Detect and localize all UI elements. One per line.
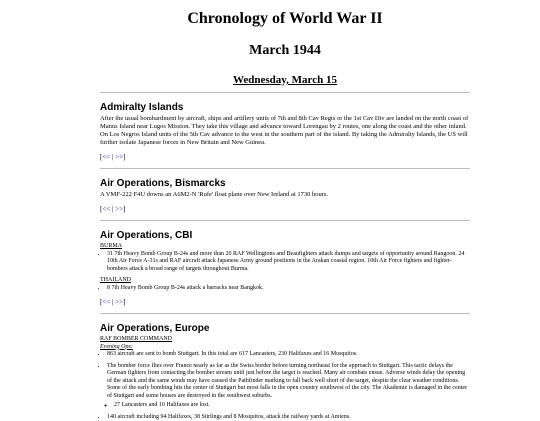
nav-links: [<< | >>]: [100, 153, 470, 162]
nav-separator: |: [112, 153, 113, 161]
section-heading-bismarcks: Air Operations, Bismarcks: [100, 178, 470, 190]
list-item: • 8 7th Heavy Bomb Group B-24s attack a barracks near Bangkok.: [107, 285, 470, 293]
page-content: [100, 0, 470, 421]
list-burma: [100, 251, 470, 274]
section-heading-admiralty: Admiralty Islands: [100, 102, 470, 114]
next-link[interactable]: >>: [115, 298, 123, 306]
list-europe-cont: [100, 414, 470, 421]
prev-link[interactable]: <<: [102, 298, 110, 306]
sublist-losses: [100, 402, 470, 410]
section-heading-cbi: Air Operations, CBI: [100, 230, 470, 242]
divider: [100, 168, 470, 169]
list-item: • The bomber force flies over France nearly as far as the Swiss border before turning northeast for the approach to Stuttgart. This tactic delays the German fighters from contacting the bomber stream until just before the target is reached. Many air combats ensue. Adverse winds delay the opening of the attack and the same winds may have caused the Pathfinder marking to fall back well short of the target, despite the clear weather conditions. Some of the early bombing hits the center of Stuttgart but most falls in the open country southwest of the city. The Akademie is damaged in the center of Stuttgart and some houses are destroyed in the southwest suburbs.: [107, 363, 470, 401]
page-subtitle: March 1944: [100, 43, 470, 59]
nav-separator: |: [112, 205, 113, 213]
nav-links: [<< | >>]: [100, 298, 470, 307]
next-link[interactable]: >>: [115, 205, 123, 213]
divider: [100, 313, 470, 314]
divider: [100, 220, 470, 221]
list-item: • 140 aircraft including 94 Halifaxes, 38 Stirlings and 8 Mosquitos, attack the railway yards at Amiens.: [107, 414, 470, 421]
subheading-raf-bomber-command: RAF BOMBER COMMAND: [100, 336, 470, 344]
list-item: • 31 7th Heavy Bomb Group B-24s and more than 20 RAF Wellingtons and Beaufighters attack dumps and targets of opportunity around Rangoon. 24 10th Air Force A-31s and RAF aircraft attack Japanese Army ground positions in the Arakan coastal region. 10th Air Force fighters and fighter-bombers attack a broad range of targets throughout Burma.: [107, 251, 470, 274]
list-europe: [100, 351, 470, 400]
next-link[interactable]: >>: [115, 153, 123, 161]
list-item: ◦ 27 Lancasters and 10 Halifaxes are lost.: [114, 402, 470, 410]
subheading-burma: BURMA: [100, 243, 470, 251]
divider: [100, 92, 470, 93]
date-heading: Wednesday, March 15: [100, 74, 470, 86]
subheading-thailand: THAILAND: [100, 277, 470, 285]
section-text-bismarcks: A VMF-222 F4U downs an A6M2-N 'Rufe' float plane over New Ireland at 1730 hours.: [100, 191, 470, 199]
page-title: Chronology of World War II: [100, 10, 470, 28]
section-text-admiralty: After the usual bombardment by aircraft, ships and artillery units of 7th and 8th Cav Regts or the 1st Cav Div are landed on the north coast of Manus Island near Lugos Mission. They take this village and advance toward Lorengau by 2 routes, one along the coast and the other inland. On Los Negros Island units of the 5th Cav advance to the west in the southern part of the island. By taking the Admiralty Islands, the US will further isolate Japanese forces in New Britain and New Guinea.: [100, 115, 470, 147]
nav-links: [<< | >>]: [100, 205, 470, 214]
prev-link[interactable]: <<: [102, 153, 110, 161]
prev-link[interactable]: <<: [102, 205, 110, 213]
list-item: • 863 aircraft are sent to bomb Stuttgart. In this total are 617 Lancasters, 230 Halifaxes and 16 Mosquitos.: [107, 351, 470, 359]
section-heading-europe: Air Operations, Europe: [100, 323, 470, 335]
subheading-evening-ops: Evening Ops:: [100, 344, 470, 352]
nav-separator: |: [112, 298, 113, 306]
list-thailand: [100, 285, 470, 293]
